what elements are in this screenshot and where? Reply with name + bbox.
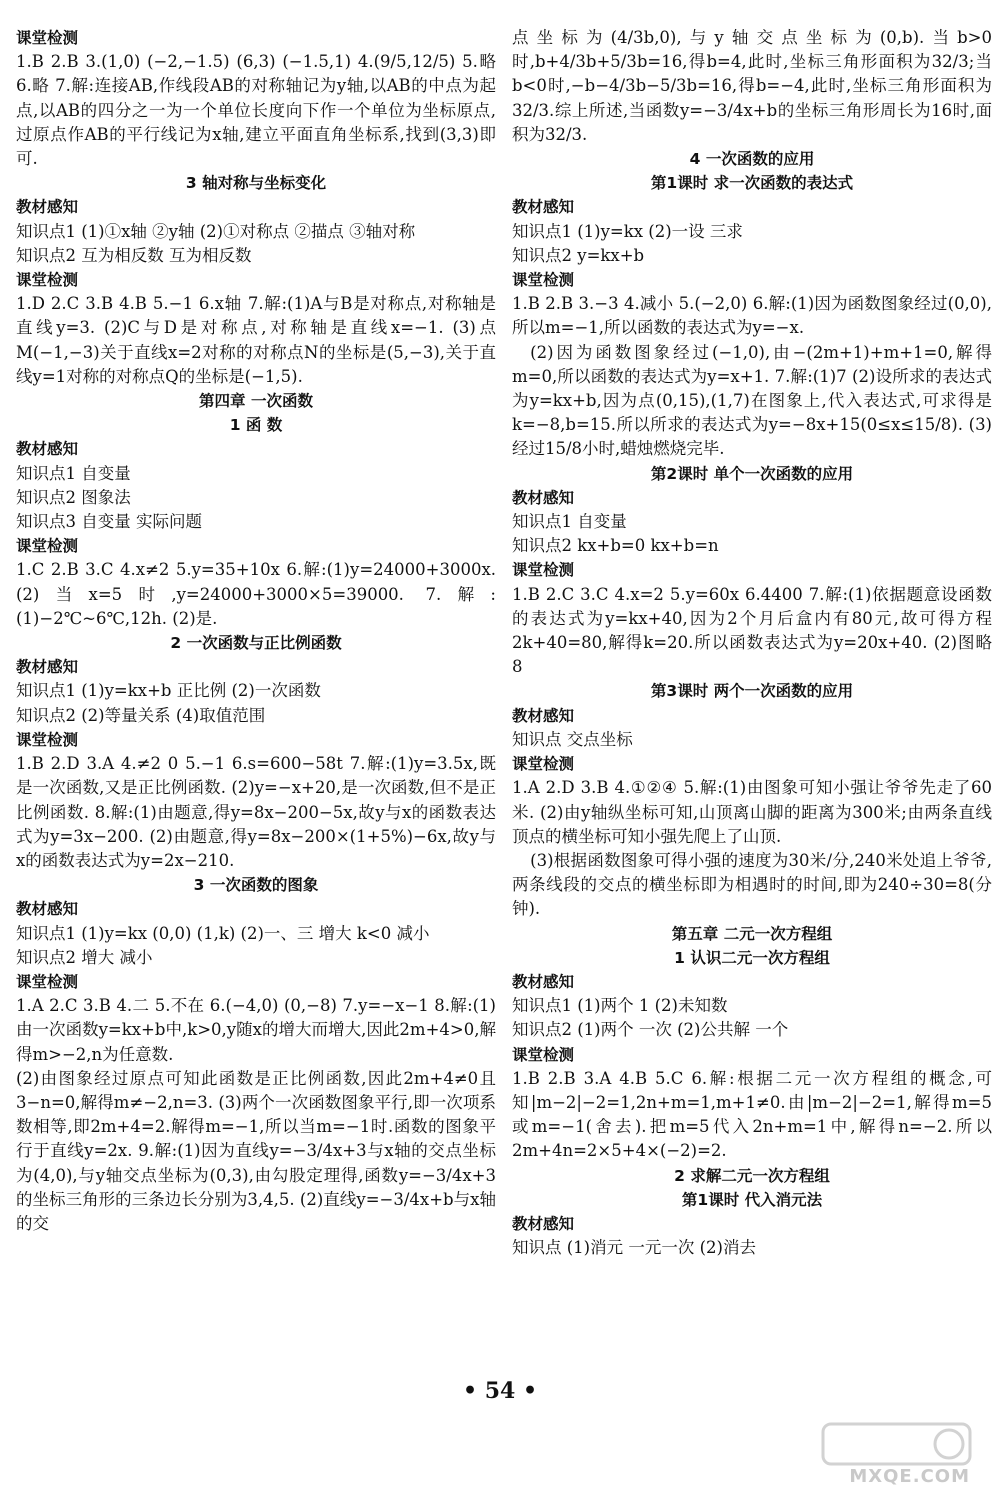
right-column [512, 26, 992, 1260]
chapter-title: 第1课时 求一次函数的表达式 [650, 174, 854, 193]
answer-paragraph: (2)由图象经过原点可知此函数是正比例函数,因此2m+4≠0且3−n=0,解得m≠−2,n=3. (3)两个一次函数图象平行,即一次项系数相等,即2m+4=2.解得m=−1,所以当m=−1时.函数的图象平行于直线y=2x. 9.解:(1)因为直线y=−3/4x+3与x轴的交点坐标为(4,0),与y轴交点坐标为(0,3),由勾股定理得,函数y=−3/4x+3的坐标三角形的三条边长分别为3,4,5. (2)直线y=−3/4x+b与x轴的交 [16, 1068, 496, 1233]
chapter-title: 3 轴对称与坐标变化 [185, 174, 327, 193]
chapter-title: 第五章 二元一次方程组 [671, 924, 833, 943]
watermark-text: MXQE.COM [849, 1466, 970, 1487]
section-heading: 课堂检测 [16, 972, 79, 991]
chapter-title: 第3课时 两个一次函数的应用 [650, 682, 854, 701]
answer-paragraph: (3)根据函数图象可得小强的速度为30米/分,240米处追上爷爷,两条线段的交点的横坐标即为相遇时的时间,即为240÷30=8(分钟). [512, 850, 992, 919]
answer-paragraph: 1.D 2.C 3.B 4.B 5.−1 6.x轴 7.解:(1)A与B是对称点,对称轴是直线y=3. (2)C与D是对称点,对称轴是直线x=−1. (3)点M(−1,−3)关于直线x=2对称的对称点N的坐标是(5,−3),关于直线y=1对称的对称点Q的坐标是(−1,5). [16, 294, 496, 386]
chapter-title: 3 一次函数的图象 [193, 876, 319, 895]
answer-paragraph: 知识点1 (1)y=kx (0,0) (1,k) (2)一、三 增大 k<0 减小 [16, 923, 430, 943]
page-number: • 54 • [462, 1378, 538, 1404]
section-heading: 课堂检测 [16, 730, 79, 749]
section-heading: 课堂检测 [16, 271, 79, 290]
answer-paragraph: 知识点1 (1)y=kx+b 正比例 (2)一次函数 [16, 681, 321, 701]
section-heading: 教材感知 [512, 1214, 575, 1233]
answer-paragraph: 知识点1 (1)①x轴 ②y轴 (2)①对称点 ②描点 ③轴对称 [16, 221, 416, 241]
section-heading: 教材感知 [16, 198, 79, 217]
answer-paragraph: 知识点2 (1)两个 一次 (2)公共解 一个 [512, 1020, 789, 1040]
answer-paragraph: 知识点2 图象法 [16, 487, 131, 507]
section-heading: 课堂检测 [512, 755, 575, 774]
chapter-title: 1 函 数 [229, 416, 283, 435]
chapter-title: 4 一次函数的应用 [689, 150, 815, 169]
answer-paragraph: 知识点3 自变量 实际问题 [16, 512, 202, 532]
answer-paragraph: 知识点2 y=kx+b [512, 245, 645, 265]
answer-paragraph: 知识点2 增大 减小 [16, 947, 153, 967]
section-heading: 课堂检测 [16, 537, 79, 556]
section-heading: 课堂检测 [512, 271, 575, 290]
answer-paragraph: 知识点2 kx+b=0 kx+b=n [512, 536, 719, 556]
chapter-title: 第1课时 代入消元法 [681, 1190, 823, 1209]
answer-paragraph: (2)因为函数图象经过(−1,0),由−(2m+1)+m+1=0,解得m=0,所以函数的表达式为y=x+1. 7.解:(1)7 (2)设所求的表达式为y=kx+b,因为点(0,15),(1,7)在图象上,代入表达式,可求得是k=−8,b=15.所以所求的表达式为y=−8x+15(0≤x≤15/8). (3)经过15/8小时,蜡烛燃烧完毕. [512, 342, 992, 459]
answer-paragraph: 知识点1 (1)两个 1 (2)未知数 [512, 996, 728, 1016]
answer-paragraph: 点坐标为(4/3b,0),与y轴交点坐标为(0,b).当b>0时,b+4/3b+5/3b=16,得b=4,此时,坐标三角形面积为32/3;当b<0时,−b−4/3b−5/3b=16,得b=−4,此时,坐标三角形面积为32/3.综上所述,当函数y=−3/4x+b的坐标三角形周长为16时,面积为32/3. [512, 28, 992, 144]
answer-paragraph: 1.B 2.C 3.C 4.x=2 5.y=60x 6.4400 7.解:(1)依据题意设函数的表达式为y=kx+40,因为2个月后盒内有80元,故可得方程2k+40=80,解得k=20.所以函数表达式为y=20x+40. (2)图略 8 [512, 584, 992, 677]
answer-paragraph: 1.A 2.D 3.B 4.①②④ 5.解:(1)由图象可知小强让爷爷先走了60米. (2)由y轴纵坐标可知,山顶离山脚的距离为300米;由两条直线顶点的横坐标可知小强先爬上了山顶. [512, 778, 992, 846]
answer-paragraph: 知识点2 (2)等量关系 (4)取值范围 [16, 705, 266, 725]
answer-paragraph: 1.B 2.B 3.A 4.B 5.C 6.解:根据二元一次方程组的概念,可知|m−2|−2=1,2n+m=1,m+1≠0.由|m−2|−2=1,解得m=5或m=−1(舍去).把m=5代入2n+m=1中,解得n=−2.所以2m+4n=2×5+4×(−2)=2. [512, 1068, 992, 1161]
chapter-title: 第四章 一次函数 [199, 392, 313, 411]
section-heading: 教材感知 [512, 706, 575, 725]
answer-paragraph: 知识点 (1)消元 一元一次 (2)消去 [512, 1238, 756, 1258]
answer-paragraph: 知识点1 (1)y=kx (2)一设 三求 [512, 221, 743, 241]
section-heading: 教材感知 [512, 198, 575, 217]
section-heading: 教材感知 [512, 972, 575, 991]
answer-paragraph: 1.B 2.B 3.(1,0) (−2,−1.5) (6,3) (−1.5,1) 4.(9/5,12/5) 5.略 6.略 7.解:连接AB,作线段AB的对称轴记为y轴,以AB的中点为起点,以AB的四分之一为一个单位长度向下作一个单位为坐标原点,过原点作AB的平行线记为x轴,建立平面直角坐标系,找到(3,3)即可. [16, 52, 496, 169]
section-heading: 课堂检测 [16, 29, 79, 47]
chapter-title: 1 认识二元一次方程组 [674, 948, 830, 967]
answer-paragraph: 1.B 2.D 3.A 4.≠2 0 5.−1 6.s=600−58t 7.解:(1)y=3.5x,既是一次函数,又是正比例函数. (2)y=−x+20,是一次函数,但不是正比例函数. 8.解:(1)由题意,得y=8x−200−5x,故y与x的函数表达式为y=3x−200. (2)由题意,得y=8x−200×(1+5%)−6x,故y与x的函数表达式为y=2x−210. [16, 754, 496, 870]
section-heading: 课堂检测 [512, 1045, 575, 1064]
answer-paragraph: 知识点 交点坐标 [512, 729, 633, 749]
section-heading: 教材感知 [512, 488, 575, 507]
chapter-title: 2 一次函数与正比例函数 [170, 634, 342, 653]
section-heading: 教材感知 [16, 658, 79, 677]
chapter-title: 2 求解二元一次方程组 [674, 1166, 830, 1185]
answer-paragraph: 知识点1 自变量 [16, 463, 131, 483]
left-column [16, 26, 496, 1236]
answer-paragraph: 1.B 2.B 3.−3 4.减小 5.(−2,0) 6.解:(1)因为函数图象经过(0,0),所以m=−1,所以函数的表达式为y=−x. [512, 294, 992, 338]
section-heading: 课堂检测 [512, 561, 575, 580]
answer-paragraph: 知识点2 互为相反数 互为相反数 [16, 245, 252, 265]
section-heading: 教材感知 [16, 900, 79, 919]
answer-paragraph: 知识点1 自变量 [512, 512, 627, 532]
answer-paragraph: 1.A 2.C 3.B 4.二 5.不在 6.(−4,0) (0,−8) 7.y=−x−1 8.解:(1)由一次函数y=kx+b中,k>0,y随x的增大而增大,因此2m+4>0,解得m>−2,n为任意数. [16, 996, 496, 1064]
section-heading: 教材感知 [16, 440, 79, 459]
answer-paragraph: 1.C 2.B 3.C 4.x≠2 5.y=35+10x 6.解:(1)y=24000+3000x. (2)当x=5时,y=24000+3000×5=39000. 7.解:(1)−2℃~6℃,12h. (2)是. [16, 560, 496, 628]
chapter-title: 第2课时 单个一次函数的应用 [650, 464, 854, 483]
